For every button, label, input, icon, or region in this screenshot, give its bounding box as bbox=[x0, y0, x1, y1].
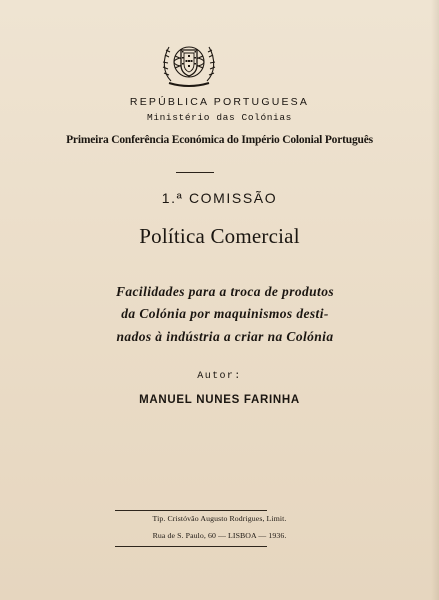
divider bbox=[176, 172, 214, 173]
document-title-line: da Colónia por maquinismos desti- bbox=[121, 306, 329, 321]
author-label: Autor: bbox=[197, 371, 242, 382]
ministry-heading: Ministério das Colónias bbox=[147, 112, 292, 123]
commission-heading: 1.ª COMISSÃO bbox=[161, 190, 278, 206]
conference-heading: Primeira Conferência Económica do Império Colonial Português bbox=[66, 134, 373, 146]
document-title-line: nados à indústria a criar na Colónia bbox=[116, 329, 334, 344]
document-title-line: Facilidades para a troca de produtos bbox=[115, 284, 335, 299]
author-name: MANUEL NUNES FARINHA bbox=[139, 394, 300, 406]
section-subtitle: Política Comercial bbox=[139, 224, 300, 248]
republic-heading: REPÚBLICA PORTUGUESA bbox=[129, 96, 310, 108]
footer-divider-bottom bbox=[115, 546, 267, 547]
footer-divider-top bbox=[115, 510, 267, 511]
printer-line: Tip. Cristóvão Augusto Rodrigues, Limit. bbox=[152, 514, 287, 523]
page-edge-shadow bbox=[431, 0, 439, 600]
coat-of-arms-icon bbox=[157, 37, 221, 89]
address-line: Rua de S. Paulo, 60 — LISBOA — 1936. bbox=[152, 531, 287, 540]
